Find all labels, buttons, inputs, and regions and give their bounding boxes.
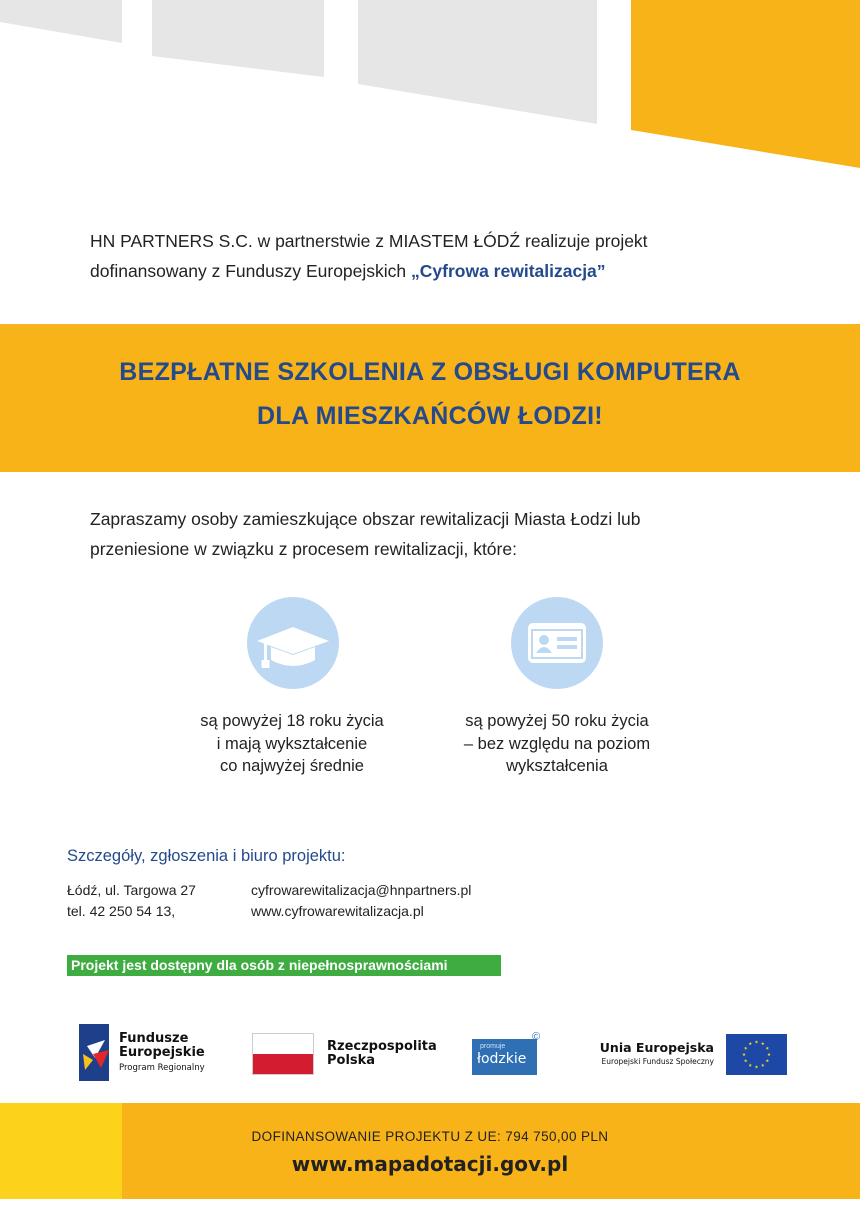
phone-number[interactable]: tel. 42 250 54 13, (67, 903, 176, 919)
rp-logo-line-1: Rzeczpospolita (327, 1039, 437, 1054)
details-heading: Szczegóły, zgłoszenia i biuro projektu: (67, 847, 346, 865)
fundusze-europejskie-emblem-icon (79, 1024, 109, 1081)
accessibility-badge: Projekt jest dostępny dla osób z niepełnosprawnościami (67, 955, 501, 976)
intro-line-1: HN PARTNERS S.C. w partnerstwie z MIASTEM ŁÓDŹ realizuje projekt (90, 231, 648, 251)
rzeczpospolita-polska-logo-text (327, 1040, 437, 1068)
footer-accent-block (0, 1103, 122, 1199)
fundusze-europejskie-logo-text (119, 1032, 205, 1076)
fe-logo-line-2: Europejskie (119, 1045, 205, 1060)
banner-headline-line-1: BEZPŁATNE SZKOLENIA Z OBSŁUGI KOMPUTERA (119, 358, 741, 386)
criterion-line: co najwyżej średnie (220, 757, 364, 775)
intro-line-2 (90, 256, 810, 286)
promuje-lodzkie-logo (472, 1039, 537, 1075)
project-website-link[interactable]: www.cyfrowarewitalizacja.pl (251, 903, 424, 919)
criterion-line: wykształcenia (506, 757, 608, 775)
criterion-age-18 (162, 710, 422, 778)
project-name: „Cyfrowa rewitalizacja” (411, 261, 606, 281)
contact-online-block (251, 880, 471, 922)
criterion-line: i mają wykształcenie (216, 734, 368, 753)
graduation-cap-icon (247, 597, 339, 689)
polish-flag-icon (252, 1033, 314, 1075)
intro-text (90, 226, 810, 286)
rp-logo-line-2: Polska (327, 1053, 376, 1068)
unia-europejska-logo-text (560, 1040, 714, 1068)
invitation-line-1: Zapraszamy osoby zamieszkujące obszar rewitalizacji Miasta Łodzi lub (90, 509, 641, 529)
criterion-line: – bez względu na poziom (463, 734, 651, 753)
banner-headline-line-2: DLA MIESZKAŃCÓW ŁODZI! (257, 402, 603, 430)
fe-logo-line-3: Program Regionalny (119, 1063, 205, 1073)
id-card-icon (511, 597, 603, 689)
footer-band (122, 1103, 860, 1199)
eu-flag-icon (726, 1034, 787, 1075)
contact-address-block (67, 880, 196, 922)
fe-logo-line-1: Fundusze (119, 1031, 189, 1046)
intro-line-2-prefix: dofinansowany z Funduszy Europejskich (90, 261, 412, 281)
office-address: Łódź, ul. Targowa 27 (67, 882, 196, 898)
invitation-line-2: przeniesione w związku z procesem rewitalizacji, które: (90, 539, 517, 559)
decorative-header-shapes (0, 0, 860, 175)
criterion-line: są powyżej 50 roku życia (465, 712, 649, 730)
ue-logo-line-2: Europejski Fundusz Społeczny (601, 1057, 714, 1066)
lodzkie-copyright-mark: © (532, 1031, 541, 1043)
mapadotacji-website-link[interactable]: www.mapadotacji.gov.pl (291, 1152, 569, 1176)
funding-amount-text: DOFINANSOWANIE PROJEKTU Z UE: 794 750,00 PLN (251, 1129, 609, 1144)
email-link[interactable]: cyfrowarewitalizacja@hnpartners.pl (251, 882, 472, 898)
criterion-age-50 (427, 710, 687, 778)
criterion-line: są powyżej 18 roku życia (200, 712, 384, 730)
invitation-text (90, 504, 810, 564)
ue-logo-line-1: Unia Europejska (599, 1040, 714, 1055)
lodzkie-logo-main-text: łodzkie (477, 1051, 527, 1067)
lodzkie-logo-small-text: promuje (480, 1043, 506, 1050)
headline-banner (0, 324, 860, 472)
